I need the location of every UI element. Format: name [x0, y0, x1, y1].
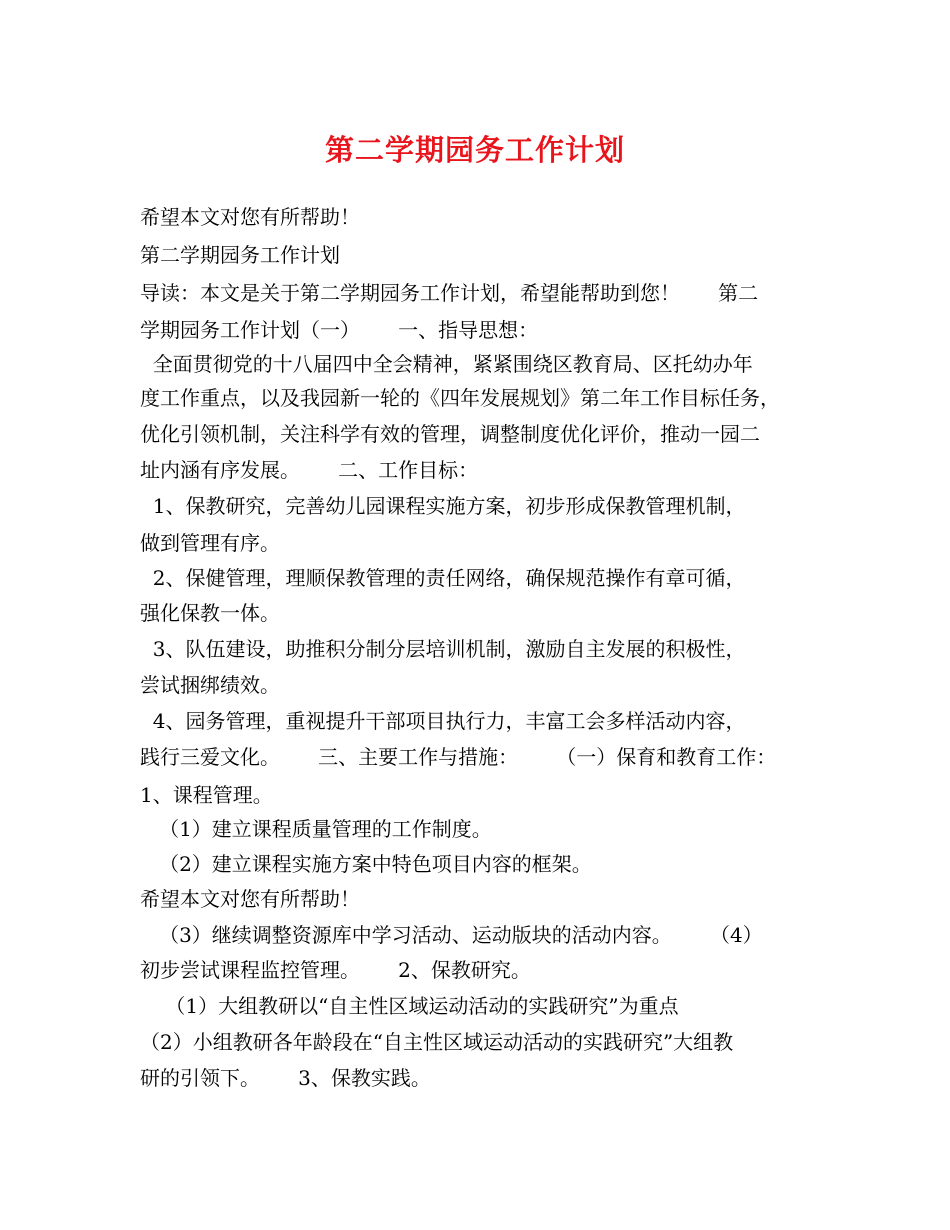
body-line: 全面贯彻党的十八届四中全会精神，紧紧围绕区教育局、区托幼办年 [140, 352, 753, 376]
body-line: 第二学期园务工作计划 [140, 243, 340, 267]
body-line: 1、保教研究，完善幼儿园课程实施方案，初步形成保教管理机制， [140, 494, 746, 518]
body-line: 学期园务工作计划（一） 一、指导思想： [140, 318, 539, 342]
body-line: 3、队伍建设，助推积分制分层培训机制，激励自主发展的积极性， [140, 637, 746, 661]
body-line: 希望本文对您有所帮助！ [140, 887, 360, 911]
body-line: 做到管理有序。 [140, 531, 280, 555]
body-line: 践行三爱文化。 三、主要工作与措施： （一）保育和教育工作： [140, 745, 777, 769]
body-line: （2）小组教研各年龄段在“自主性区域运动活动的实践研究”大组教 [140, 1030, 734, 1054]
body-line: 2、保健管理，理顺保教管理的责任网络，确保规范操作有章可循， [140, 566, 746, 590]
body-line: 1、课程管理。 [140, 783, 273, 807]
body-line: 址内涵有序发展。 二、工作目标： [140, 458, 479, 482]
body-line: 优化引领机制，关注科学有效的管理，调整制度优化评价，推动一园二 [140, 422, 760, 446]
body-line: 初步尝试课程监控管理。 2、保教研究。 [140, 958, 531, 982]
body-line: 导读：本文是关于第二学期园务工作计划，希望能帮助到您！ 第二 [140, 281, 759, 305]
body-line: 强化保教一体。 [140, 601, 280, 625]
body-line: 尝试捆绑绩效。 [140, 673, 280, 697]
body-line: （1）建立课程质量管理的工作制度。 [140, 817, 492, 841]
document-title: 第二学期园务工作计划 [324, 133, 625, 167]
body-line: 度工作重点，以及我园新一轮的《四年发展规划》第二年工作目标任务， [140, 386, 780, 410]
body-line: （1）大组教研以“自主性区域运动活动的实践研究”为重点 [140, 994, 679, 1018]
body-line: （2）建立课程实施方案中特色项目内容的框架。 [140, 852, 592, 876]
body-line: 研的引领下。 3、保教实践。 [140, 1066, 431, 1090]
body-line: （3）继续调整资源库中学习活动、运动版块的活动内容。 （4） [140, 923, 763, 947]
body-line: 4、园务管理，重视提升干部项目执行力，丰富工会多样活动内容， [140, 709, 746, 733]
body-line: 希望本文对您有所帮助！ [140, 205, 360, 229]
